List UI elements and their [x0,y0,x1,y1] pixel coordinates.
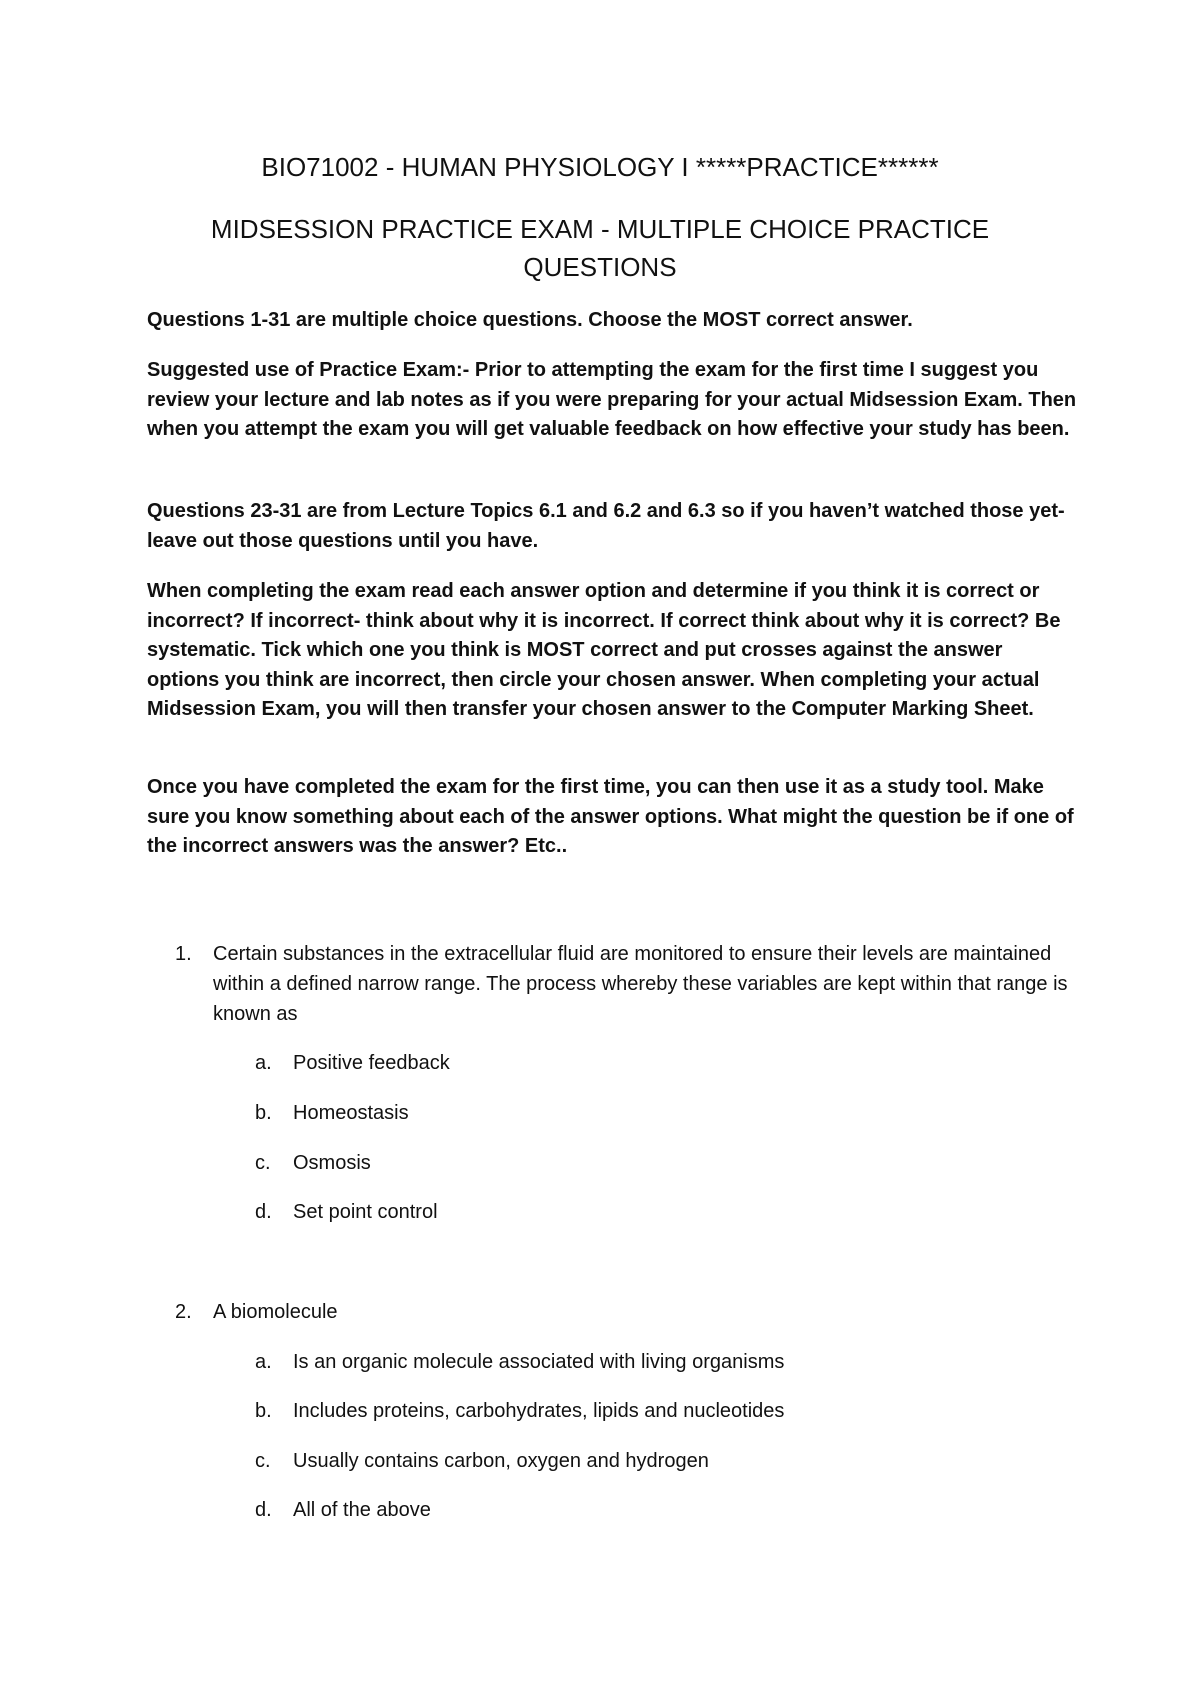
instruction-paragraph: Once you have completed the exam for the first time, you can then use it as a study tool. Make sure you know something about each of the answer options. What might the question be if one of the incorrect answers was the answer? Etc.. [147,776,1074,857]
instruction-paragraph: Questions 23-31 are from Lecture Topics 6.1 and 6.2 and 6.3 so if you haven’t watched those yet- leave out those questions until you have. [147,500,1065,552]
option-letter: a. [255,1052,272,1074]
instruction-paragraph: When completing the exam read each answer option and determine if you think it is correct or incorrect? If incorrect- think about why it is incorrect. If correct think about why it is correct? Be systematic. Tick which one you think is MOST correct and put crosses against the answer options you think are incorrect, then circle your chosen answer. When completing your actual Midsession Exam, you will then transfer your chosen answer to the Computer Marking Sheet. [147,580,1061,720]
option-letter: a. [255,1351,272,1373]
option-letter: d. [255,1499,272,1521]
option-text: Includes proteins, carbohydrates, lipids and nucleotides [293,1400,785,1422]
course-title: BIO71002 - HUMAN PHYSIOLOGY I *****PRACTICE****** [261,152,939,182]
option-letter: b. [255,1400,272,1422]
option-letter: b. [255,1102,272,1124]
exam-title-line2: QUESTIONS [523,252,677,282]
option-text: Set point control [293,1201,438,1223]
option-letter: d. [255,1201,272,1223]
option-letter: c. [255,1450,271,1472]
instruction-paragraph: Questions 1-31 are multiple choice questions. Choose the MOST correct answer. [147,309,913,331]
option-text: Usually contains carbon, oxygen and hydrogen [293,1450,709,1472]
question-text: Certain substances in the extracellular fluid are monitored to ensure their levels are maintained within a defined narrow range. The process whereby these variables are kept within that range is known as [213,943,1068,1025]
option-text: Is an organic molecule associated with living organisms [293,1351,785,1373]
question-text: A biomolecule [213,1301,338,1323]
exam-title-line1: MIDSESSION PRACTICE EXAM - MULTIPLE CHOICE PRACTICE [210,214,990,244]
option-text: Osmosis [293,1152,371,1174]
question-number: 1. [175,943,192,965]
option-letter: c. [255,1152,271,1174]
instruction-paragraph: Suggested use of Practice Exam:- Prior to attempting the exam for the first time I suggest you review your lecture and lab notes as if you were preparing for your actual Midsession Exam. Then when you attempt the exam you will get valuable feedback on how effective your study has been. [147,359,1077,440]
option-text: Positive feedback [293,1052,450,1074]
option-text: All of the above [293,1499,431,1521]
question-number: 2. [175,1301,192,1323]
option-text: Homeostasis [293,1102,409,1124]
